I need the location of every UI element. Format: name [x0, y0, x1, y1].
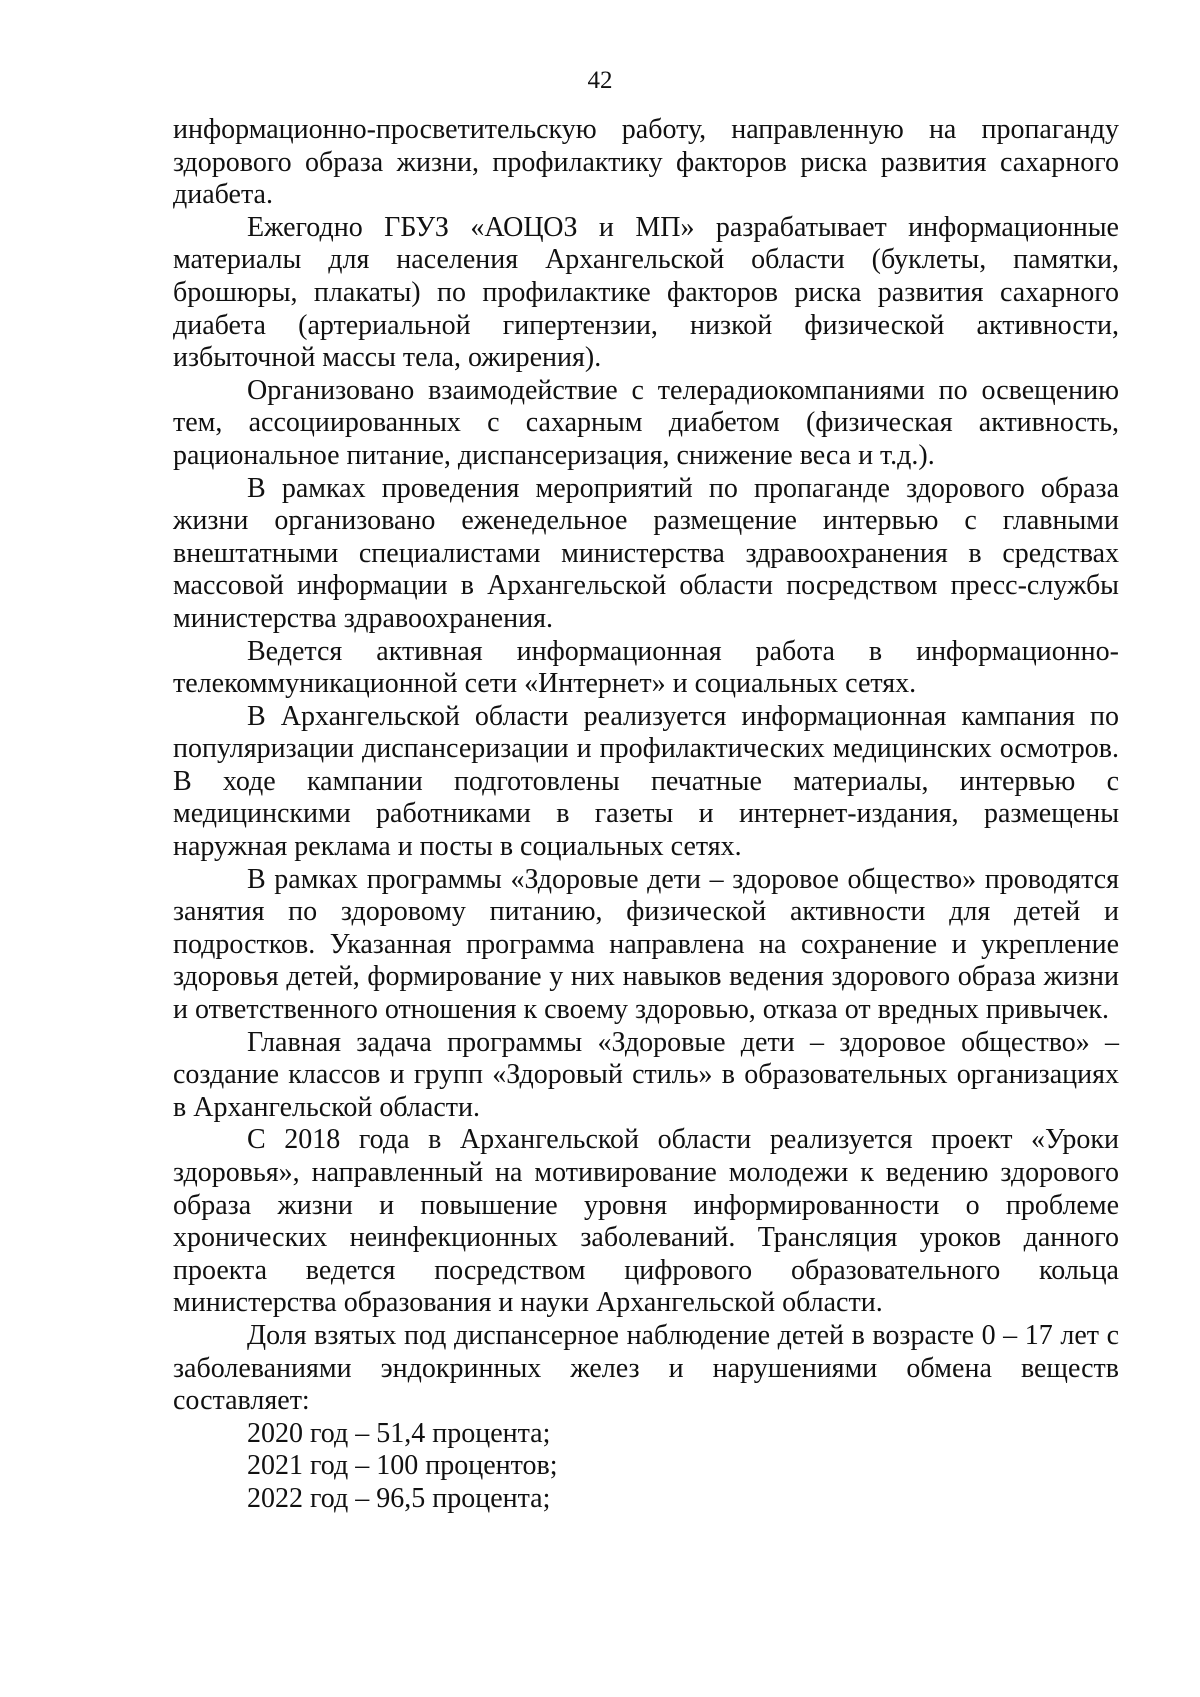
paragraph: Доля взятых под диспансерное наблюдение детей в возрасте 0 – 17 лет с заболеваниями эндокринных желез и нарушениями обмена веществ составляет: [173, 1319, 1119, 1417]
paragraph: С 2018 года в Архангельской области реализуется проект «Уроки здоровья», направленный на мотивирование молодежи к ведению здорового образа жизни и повышение уровня информированности о проблеме хронических неинфекционных заболеваний. Трансляция уроков данного проекта ведется посредством цифрового образовательного кольца министерства образования и науки Архангельской области. [173, 1124, 1119, 1319]
paragraph: Главная задача программы «Здоровые дети – здоровое общество» – создание классов и групп «Здоровый стиль» в образовательных организациях в Архангельской области. [173, 1026, 1119, 1123]
paragraph: В рамках программы «Здоровые дети – здоровое общество» проводятся занятия по здоровому питанию, физической активности для детей и подростков. Указанная программа направлена на сохранение и укрепление здоровья детей, формирование у них навыков ведения здорового образа жизни и ответственного отношения к своему здоровью, отказа от вредных привычек. [173, 863, 1119, 1026]
page-number: 42 [587, 67, 613, 94]
paragraph: Организовано взаимодействие с телерадиокомпаниями по освещению тем, ассоциированных с сахарным диабетом (физическая активность, рациональное питание, диспансеризация, снижение веса и т.д.). [173, 374, 1119, 471]
list-item: 2020 год – 51,4 процента; [247, 1417, 551, 1449]
paragraph: В Архангельской области реализуется информационная кампания по популяризации диспансеризации и профилактических медицинских осмотров. В ходе кампании подготовлены печатные материалы, интервью с медицинскими работниками в газеты и интернет-издания, размещены наружная реклама и посты в социальных сетях. [173, 700, 1119, 863]
paragraph: Ежегодно ГБУЗ «АОЦОЗ и МП» разрабатывает информационные материалы для населения Архангельской области (буклеты, памятки, брошюры, плакаты) по профилактике факторов риска развития сахарного диабета (артериальной гипертензии, низкой физической активности, избыточной массы тела, ожирения). [173, 211, 1119, 374]
body-text [173, 114, 1119, 1516]
list-item: 2021 год – 100 процентов; [247, 1450, 558, 1482]
paragraph: В рамках проведения мероприятий по пропаганде здорового образа жизни организовано еженедельное размещение интервью с главными внештатными специалистами министерства здравоохранения в средствах массовой информации в Архангельской области посредством пресс-службы министерства здравоохранения. [173, 472, 1119, 634]
list-item: 2022 год – 96,5 процента; [247, 1482, 551, 1514]
paragraph: информационно-просветительскую работу, направленную на пропаганду здорового образа жизни, профилактику факторов риска развития сахарного диабета. [173, 114, 1119, 211]
paragraph: Ведется активная информационная работа в информационно-телекоммуникационной сети «Интернет» и социальных сетях. [173, 635, 1119, 700]
